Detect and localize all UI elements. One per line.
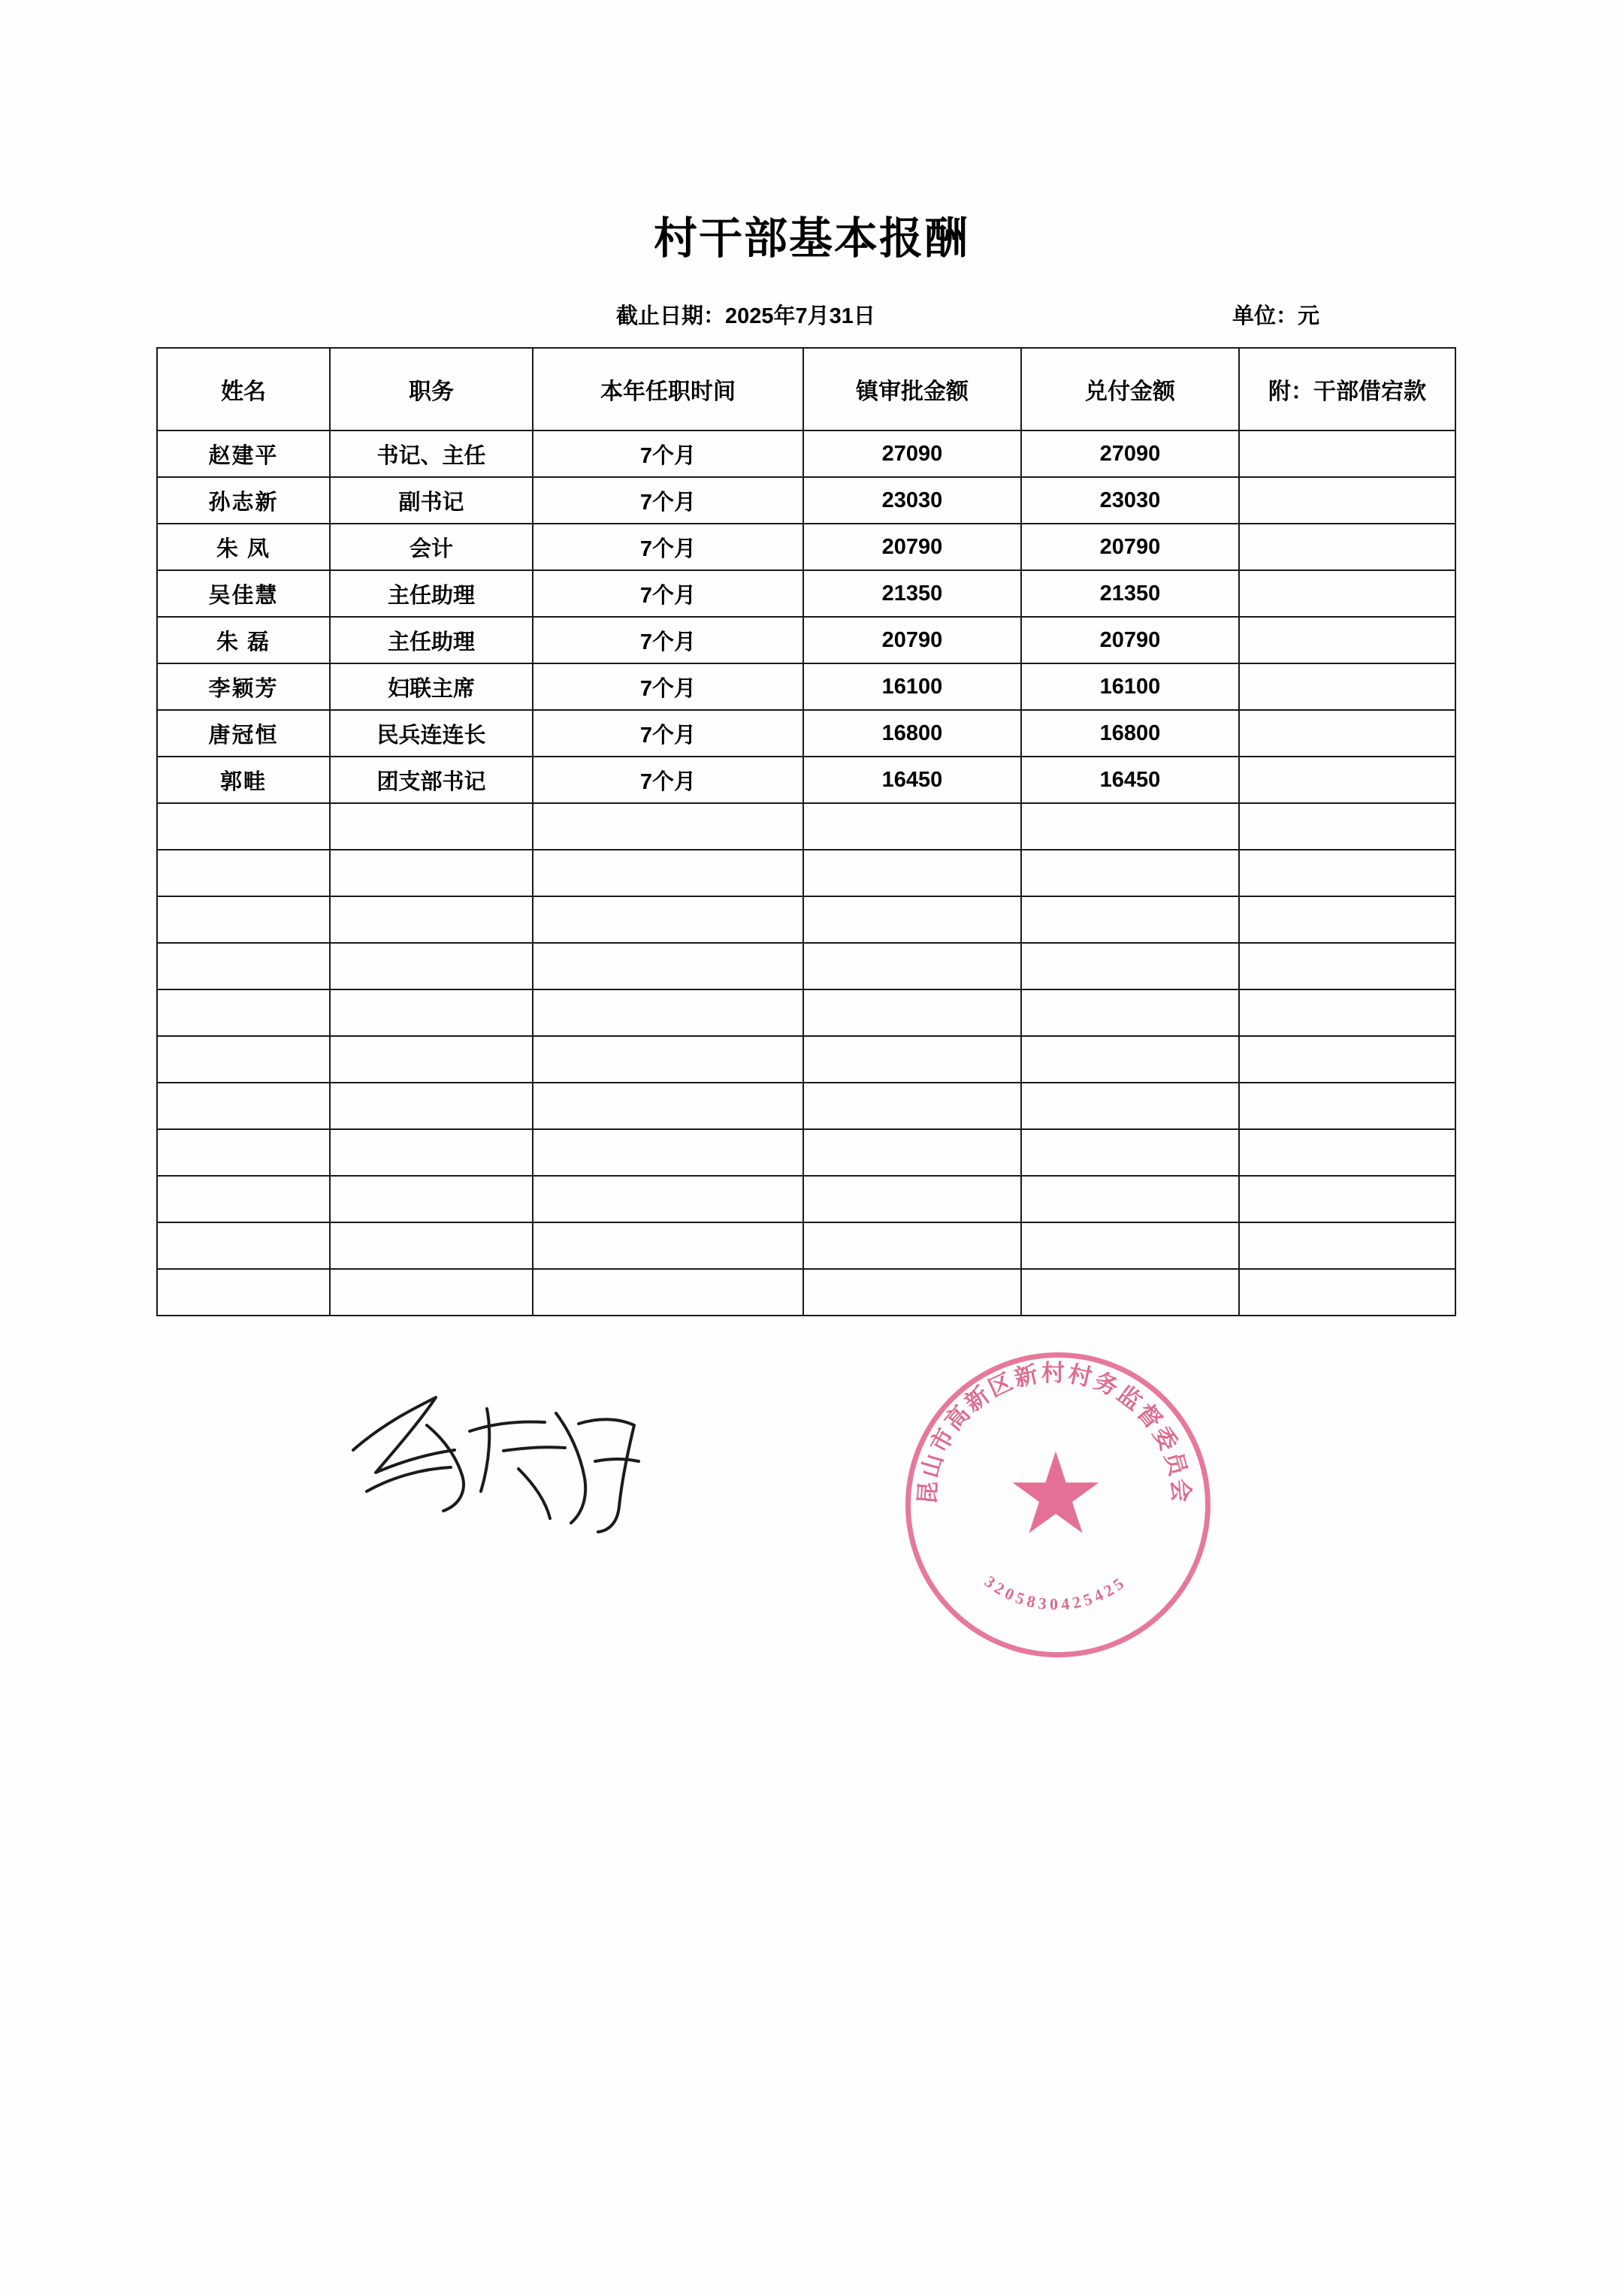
table-row xyxy=(157,803,1455,850)
cell-loan xyxy=(1239,430,1455,477)
cell-loan xyxy=(1239,896,1455,943)
cell-approved: 27090 xyxy=(803,430,1021,477)
title-subline xyxy=(0,299,1623,329)
cell-post: 主任助理 xyxy=(330,617,533,663)
cell-time: 7个月 xyxy=(533,524,803,570)
cell-paid xyxy=(1021,803,1239,850)
cell-name xyxy=(157,943,330,989)
cell-paid xyxy=(1021,896,1239,943)
cell-post xyxy=(330,1176,533,1222)
cell-approved: 16800 xyxy=(803,710,1021,757)
cell-paid: 16450 xyxy=(1021,757,1239,803)
cell-time xyxy=(533,1176,803,1222)
table-row xyxy=(157,617,1455,663)
table-row xyxy=(157,989,1455,1036)
cell-time xyxy=(533,1269,803,1316)
cell-approved xyxy=(803,1269,1021,1316)
cutoff-date-label: 截止日期：2025年7月31日 xyxy=(616,304,875,328)
cell-paid: 21350 xyxy=(1021,570,1239,617)
cell-loan xyxy=(1239,477,1455,524)
table-row xyxy=(157,757,1455,803)
cell-post: 团支部书记 xyxy=(330,757,533,803)
cell-post xyxy=(330,803,533,850)
cell-post xyxy=(330,1222,533,1269)
cell-name xyxy=(157,850,330,896)
column-header-loan: 附：干部借宕款 xyxy=(1239,348,1455,430)
star-icon: ★ xyxy=(1005,1430,1107,1557)
salary-table-container xyxy=(156,347,1455,1316)
cell-loan xyxy=(1239,524,1455,570)
cell-name: 朱 凤 xyxy=(157,524,330,570)
cell-time: 7个月 xyxy=(533,430,803,477)
cell-paid: 20790 xyxy=(1021,617,1239,663)
table-row xyxy=(157,1036,1455,1083)
cell-paid: 27090 xyxy=(1021,430,1239,477)
cell-paid: 23030 xyxy=(1021,477,1239,524)
cell-approved xyxy=(803,943,1021,989)
cell-time xyxy=(533,803,803,850)
column-header-approved: 镇审批金额 xyxy=(803,348,1021,430)
cell-paid xyxy=(1021,989,1239,1036)
cell-approved xyxy=(803,1222,1021,1269)
column-header-name: 姓名 xyxy=(157,348,330,430)
table-row xyxy=(157,524,1455,570)
cell-loan xyxy=(1239,570,1455,617)
cell-loan xyxy=(1239,710,1455,757)
cell-approved xyxy=(803,989,1021,1036)
cell-name xyxy=(157,1129,330,1176)
cell-name xyxy=(157,803,330,850)
cell-post: 书记、主任 xyxy=(330,430,533,477)
cell-time xyxy=(533,850,803,896)
cell-loan xyxy=(1239,1269,1455,1316)
cell-post: 副书记 xyxy=(330,477,533,524)
table-row xyxy=(157,896,1455,943)
cell-time xyxy=(533,989,803,1036)
table-row xyxy=(157,943,1455,989)
cell-name xyxy=(157,1036,330,1083)
cell-approved: 16100 xyxy=(803,663,1021,710)
cell-loan xyxy=(1239,1222,1455,1269)
cell-paid xyxy=(1021,1176,1239,1222)
cell-loan xyxy=(1239,617,1455,663)
cell-paid: 16100 xyxy=(1021,663,1239,710)
cell-time: 7个月 xyxy=(533,570,803,617)
cell-paid xyxy=(1021,1269,1239,1316)
cell-paid xyxy=(1021,1036,1239,1083)
cell-loan xyxy=(1239,943,1455,989)
table-row xyxy=(157,570,1455,617)
cell-post xyxy=(330,850,533,896)
cell-paid xyxy=(1021,1129,1239,1176)
cell-post xyxy=(330,896,533,943)
cell-post xyxy=(330,989,533,1036)
cell-loan xyxy=(1239,1129,1455,1176)
cell-time xyxy=(533,1083,803,1129)
seal-top-text: 昆山市高新区新村村务监督委员会 xyxy=(914,1360,1195,1506)
cell-approved xyxy=(803,1176,1021,1222)
seal-number-text: 3205830425425 xyxy=(981,1572,1131,1614)
cell-name: 郭畦 xyxy=(157,757,330,803)
cell-time xyxy=(533,1222,803,1269)
cell-name: 吴佳慧 xyxy=(157,570,330,617)
table-header-row xyxy=(157,348,1455,430)
cell-paid: 20790 xyxy=(1021,524,1239,570)
cell-post xyxy=(330,1129,533,1176)
cell-post xyxy=(330,1269,533,1316)
cell-approved xyxy=(803,850,1021,896)
cell-post: 主任助理 xyxy=(330,570,533,617)
cell-loan xyxy=(1239,1036,1455,1083)
cell-name xyxy=(157,1222,330,1269)
cell-approved: 16450 xyxy=(803,757,1021,803)
cell-loan xyxy=(1239,1083,1455,1129)
cell-name: 孙志新 xyxy=(157,477,330,524)
table-row xyxy=(157,430,1455,477)
column-header-post: 职务 xyxy=(330,348,533,430)
cell-name xyxy=(157,896,330,943)
column-header-paid: 兑付金额 xyxy=(1021,348,1239,430)
cell-loan xyxy=(1239,757,1455,803)
cell-time: 7个月 xyxy=(533,710,803,757)
cell-loan xyxy=(1239,663,1455,710)
cell-time: 7个月 xyxy=(533,663,803,710)
cell-name: 唐冠恒 xyxy=(157,710,330,757)
cell-time: 7个月 xyxy=(533,477,803,524)
table-row xyxy=(157,1129,1455,1176)
cell-post: 妇联主席 xyxy=(330,663,533,710)
cell-paid: 16800 xyxy=(1021,710,1239,757)
cell-approved: 20790 xyxy=(803,524,1021,570)
cell-time xyxy=(533,1129,803,1176)
cell-name xyxy=(157,1176,330,1222)
official-seal-stamp xyxy=(905,1352,1206,1653)
cell-post: 民兵连连长 xyxy=(330,710,533,757)
cell-name xyxy=(157,989,330,1036)
table-row xyxy=(157,850,1455,896)
table-row xyxy=(157,477,1455,524)
table-row xyxy=(157,1222,1455,1269)
table-row xyxy=(157,1176,1455,1222)
table-row xyxy=(157,1083,1455,1129)
cell-post xyxy=(330,943,533,989)
cell-loan xyxy=(1239,850,1455,896)
cell-loan xyxy=(1239,1176,1455,1222)
cell-name: 李颖芳 xyxy=(157,663,330,710)
table-row xyxy=(157,663,1455,710)
cell-name xyxy=(157,1269,330,1316)
page-title: 村干部基本报酬 xyxy=(653,214,969,263)
cell-post: 会计 xyxy=(330,524,533,570)
table-row xyxy=(157,710,1455,757)
cell-approved: 23030 xyxy=(803,477,1021,524)
cell-time xyxy=(533,1036,803,1083)
table-header xyxy=(157,348,1455,430)
cell-approved xyxy=(803,1129,1021,1176)
cell-paid xyxy=(1021,850,1239,896)
cell-paid xyxy=(1021,1222,1239,1269)
cell-approved xyxy=(803,896,1021,943)
cell-time xyxy=(533,943,803,989)
cell-name: 赵建平 xyxy=(157,430,330,477)
cell-loan xyxy=(1239,803,1455,850)
cell-approved xyxy=(803,1036,1021,1083)
cell-approved: 21350 xyxy=(803,570,1021,617)
handwritten-signature xyxy=(331,1379,676,1544)
cell-approved: 20790 xyxy=(803,617,1021,663)
table-row xyxy=(157,1269,1455,1316)
table-body xyxy=(157,430,1455,1316)
cell-approved xyxy=(803,803,1021,850)
cell-paid xyxy=(1021,943,1239,989)
cell-time: 7个月 xyxy=(533,757,803,803)
cell-loan xyxy=(1239,989,1455,1036)
cell-post xyxy=(330,1083,533,1129)
cell-post xyxy=(330,1036,533,1083)
cell-time: 7个月 xyxy=(533,617,803,663)
cell-approved xyxy=(803,1083,1021,1129)
column-header-time: 本年任职时间 xyxy=(533,348,803,430)
cell-name: 朱 磊 xyxy=(157,617,330,663)
cell-paid xyxy=(1021,1083,1239,1129)
currency-unit-label: 单位：元 xyxy=(1232,304,1320,328)
cell-time xyxy=(533,896,803,943)
cell-name xyxy=(157,1083,330,1129)
salary-table xyxy=(156,347,1456,1316)
